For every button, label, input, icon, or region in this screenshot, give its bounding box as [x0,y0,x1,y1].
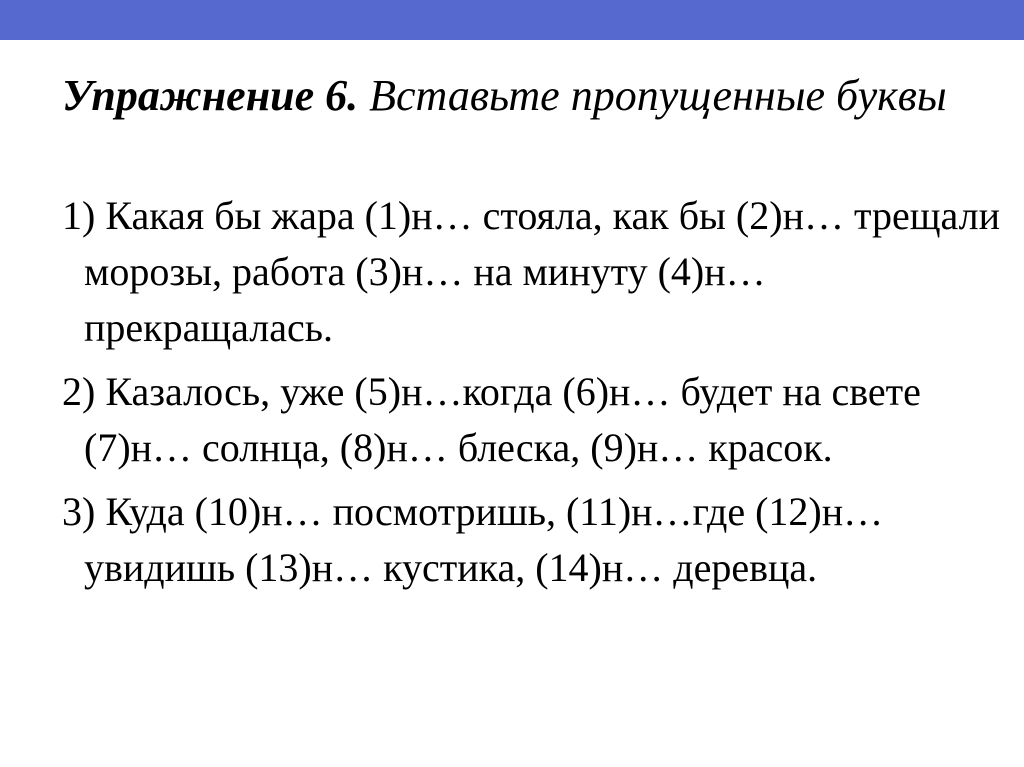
exercise-item-1: 1) Какая бы жара (1)н… стояла, как бы (2)н… трещали морозы, работа (3)н… на минуту (4)н… прекращалась. [62,193,1000,350]
exercise-item-3: 3) Куда (10)н… посмотришь, (11)н…где (12)н… увидишь (13)н… кустика, (14)н… деревца. [62,489,884,590]
slide-content [0,40,1024,767]
top-accent-bar [0,0,1024,40]
exercise-label: Упражнение 6. [62,71,359,120]
exercise-items [62,188,1002,604]
exercise-item-2: 2) Казалось, уже (5)н…когда (6)н… будет на свете (7)н… солнца, (8)н… блеска, (9)н… красок. [62,369,921,470]
exercise-instruction: Вставьте пропущенные буквы [369,71,947,120]
exercise-title [62,68,982,124]
